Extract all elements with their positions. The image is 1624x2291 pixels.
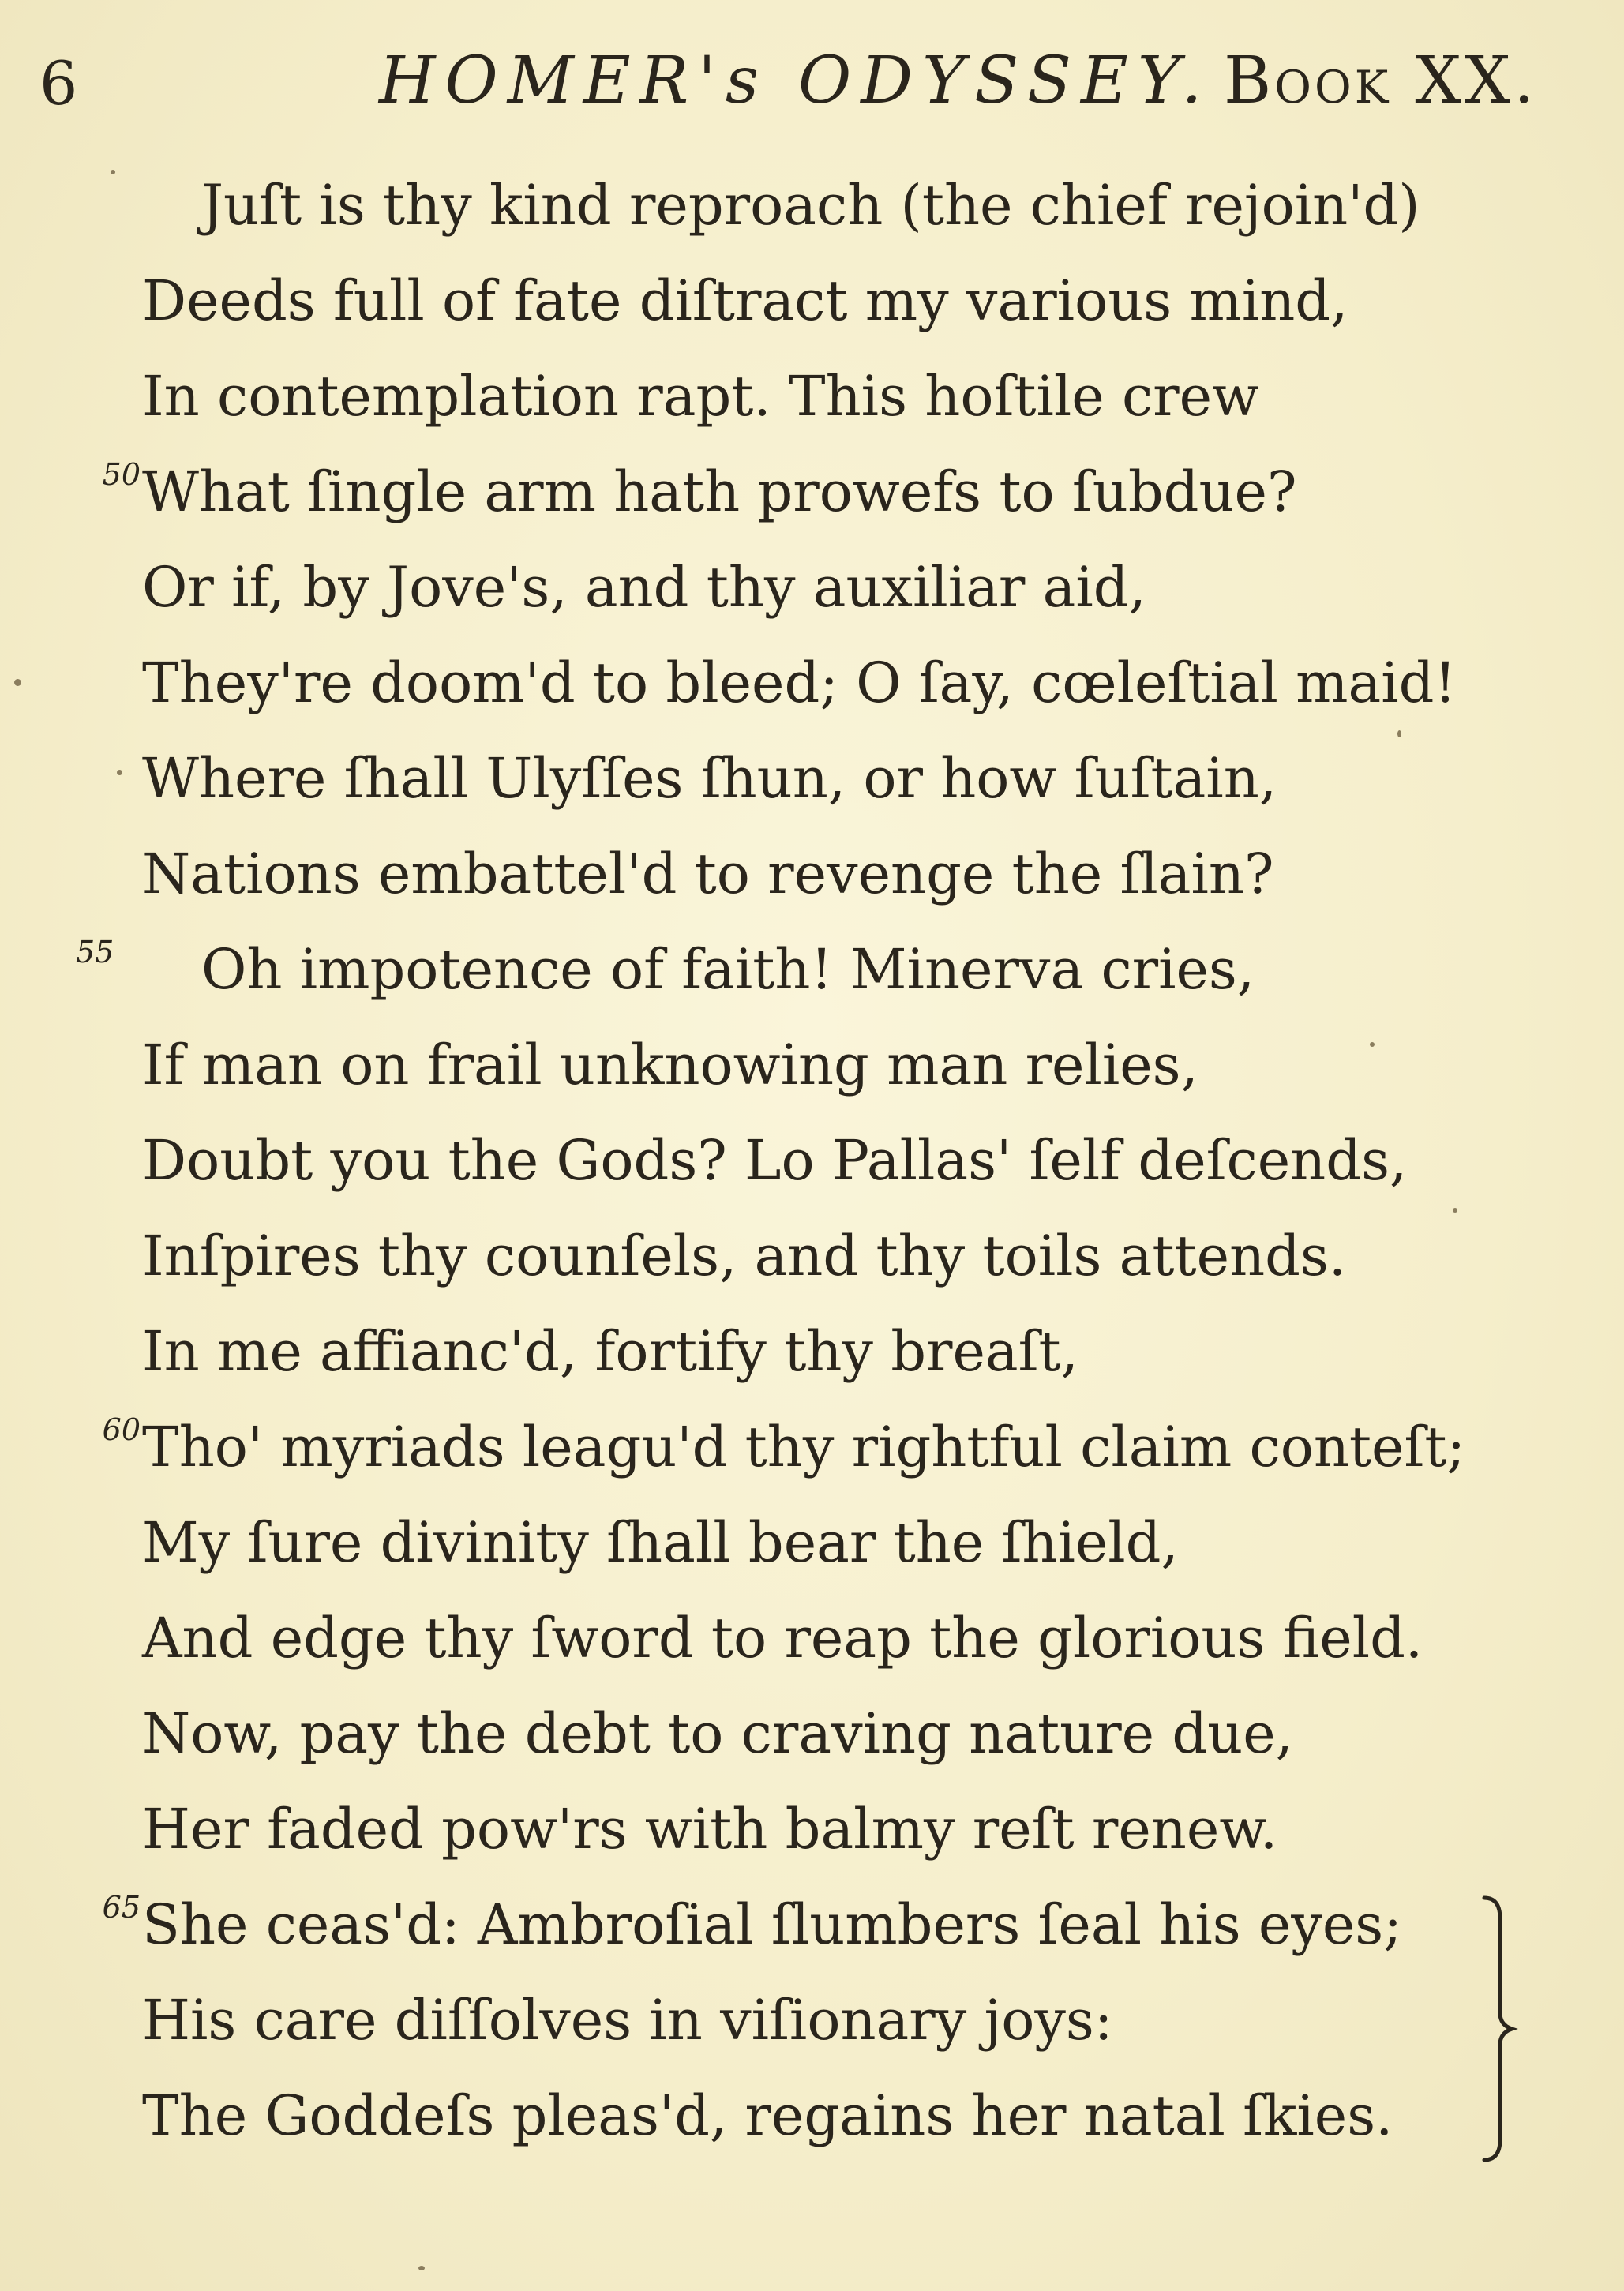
verse-line (0, 540, 1624, 636)
verse-line (0, 1495, 1624, 1591)
paper-speck (418, 2266, 425, 2270)
verse-text: His care diſſolves in viſionary joys: (142, 1988, 1113, 2053)
verse-text: Deeds full of fate diſtract my various mind, (142, 268, 1348, 333)
paper-speck (117, 770, 122, 775)
verse-line (0, 444, 1624, 540)
verse-line (0, 1400, 1624, 1495)
verse-text: In contemplation rapt. This hoſtile crew (142, 364, 1259, 429)
page-number: 6 (39, 48, 78, 118)
verse-line (0, 922, 1624, 1018)
line-number: 55 (76, 935, 114, 969)
verse-text: What ſingle arm hath prowefs to ſubdue? (142, 459, 1297, 524)
verse-text: They're doom'd to bleed; O ſay, cœleſtial maid! (142, 651, 1457, 715)
verse-text: Inſpires thy counſels, and thy toils attends. (142, 1224, 1347, 1288)
verse-line (0, 1686, 1624, 1782)
verse-text: Tho' myriads leagu'd thy rightful claim conteſt; (142, 1415, 1466, 1479)
verse-line (0, 827, 1624, 922)
line-number: 50 (102, 457, 141, 492)
paper-speck (1397, 730, 1401, 737)
paper-speck (111, 170, 115, 174)
verse-line (0, 1782, 1624, 1877)
line-number: 65 (102, 1890, 141, 1925)
verse-text: Now, pay the debt to craving nature due, (142, 1701, 1293, 1766)
triplet-bracket-icon (1476, 1895, 1532, 2163)
verse-text: Oh impotence of faith! Minerva cries, (201, 937, 1255, 1002)
verse-text: Doubt you the Gods? Lo Pallas' ſelf deſcends, (142, 1128, 1408, 1193)
verse-line (0, 1113, 1624, 1209)
verse-line (0, 1973, 1624, 2068)
paper-speck (1370, 1042, 1375, 1047)
verse-text: If man on frail unknowing man relies, (142, 1033, 1198, 1097)
book-label: Book XX. (1224, 43, 1538, 118)
verse-line (0, 636, 1624, 731)
paper-speck (1453, 1208, 1457, 1213)
line-number: 60 (102, 1412, 141, 1447)
verse-line (0, 1304, 1624, 1400)
verse-line (0, 1877, 1624, 1973)
verse-text: In me affianc'd, fortify thy breaſt, (142, 1319, 1078, 1384)
verse-line (0, 1018, 1624, 1113)
verse-line (0, 2068, 1624, 2164)
verse-text: She ceas'd: Ambroſial ſlumbers ſeal his eyes; (142, 1892, 1402, 1957)
verse-text: And edge thy ſword to reap the glorious field. (142, 1606, 1423, 1670)
verse-text: My ſure divinity ſhall bear the ſhield, (142, 1510, 1179, 1575)
verse-line (0, 1591, 1624, 1686)
verse-line (0, 731, 1624, 827)
verse-text: Juſt is thy kind reproach (the chief rejoin'd) (201, 173, 1420, 238)
verse-text: Her faded pow'rs with balmy reſt renew. (142, 1797, 1278, 1862)
verse-line (0, 349, 1624, 444)
verse-text: Or if, by Jove's, and thy auxiliar aid, (142, 555, 1146, 620)
verse-text: The Goddeſs pleas'd, regains her natal ſkies. (142, 2083, 1393, 2148)
paper-speck (14, 679, 21, 686)
verse-text: Where ſhall Ulyſſes ſhun, or how ſuſtain, (142, 746, 1277, 811)
verse-line (0, 158, 1624, 253)
verse-line (0, 253, 1624, 349)
running-title: HOMER's ODYSSEY. (379, 43, 1212, 118)
verse-text: Nations embattel'd to revenge the ſlain? (142, 842, 1274, 906)
verse-line (0, 1209, 1624, 1304)
page-header (0, 32, 1624, 118)
